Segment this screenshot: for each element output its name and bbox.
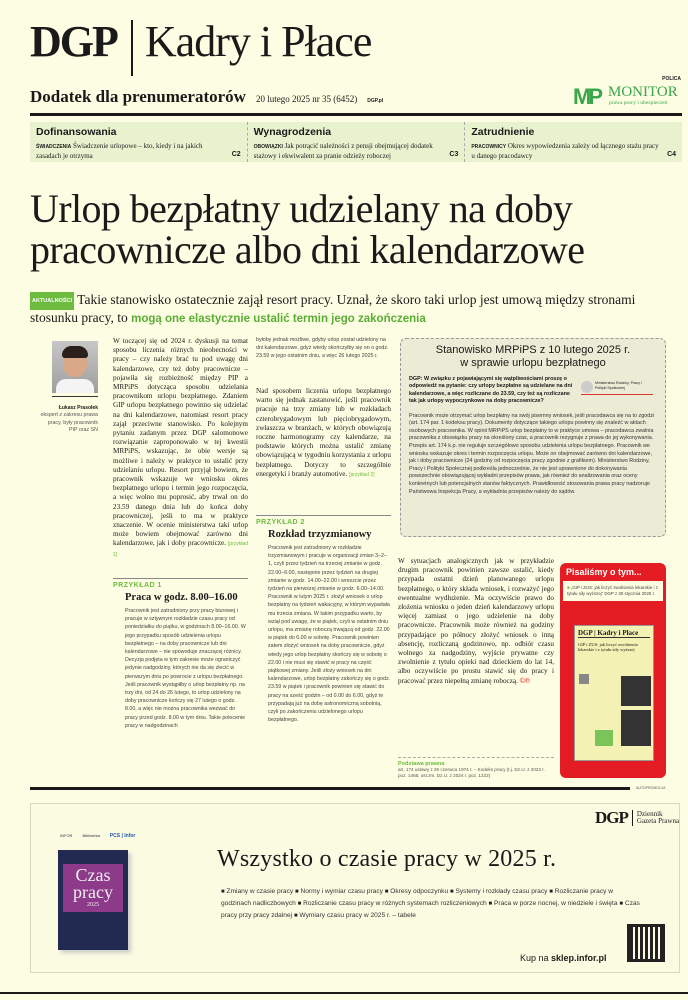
teaser-zatrudnienie[interactable]: [465, 122, 682, 162]
bullet-icon: ■: [567, 585, 571, 590]
book-publisher-logos: [60, 833, 135, 839]
bullet-icon: ■: [293, 913, 298, 919]
related-page-thumbnail[interactable]: [574, 625, 654, 761]
dgp-name-line-2: Gazeta Prawna: [636, 817, 680, 825]
teaser-kicker: PRACOWNICY: [471, 144, 507, 150]
statement-title: [409, 344, 657, 370]
statement-title-line-2: w sprawie urlopu bezpłatnego: [460, 357, 606, 369]
thumbnail-block: [621, 676, 651, 706]
topic-item: Czas pracy przy pracy zdalnej: [221, 900, 640, 919]
copyright-mark-icon: ©℗: [519, 677, 531, 685]
section-name: Kadry i Płace: [144, 17, 372, 66]
bullet-icon: ■: [449, 889, 454, 895]
related-article-text: „GIP i ZUS: jak liczyć zwolnienia lekarskie i z tytułu siły wyższej” DGP z 30 stycznia 2025 r.: [567, 585, 658, 596]
statement-title-line-1: Stanowisko MRPiPS z 10 lutego 2025 r.: [435, 344, 631, 356]
teaser-body: Jak potrącić należności z pensji obejmującej dodatek stażowy i ekwiwalent za pranie odzieży roboczej: [253, 142, 433, 160]
book-title-line-1: Czas: [75, 865, 111, 885]
bullet-icon: ■: [295, 889, 299, 895]
promo-headline: Wszystko o czasie pracy w 2025 r.: [217, 846, 557, 872]
issue-date: 20 lutego 2025 nr 35 (6452): [255, 94, 358, 104]
example-1-box: [113, 578, 248, 730]
ministry-statement-box: [400, 338, 666, 537]
topic-item: Rozliczanie pracy w godzinach nadliczbowych: [221, 888, 614, 907]
example-body: Pracownik jest zatrudniony w rozkładzie trzyzmianowym i pracuje w organizacji zmian 3–2–1, czyli przez tydzień na trzeciej zmianie w godz. 22.00–6.00, następnie przez tydzień na drugiej zmianie w godz. 14.00–22.00 i wreszcie przez tydzień na pierwszej zmianie w godz. 6.00–14.00. Pracownik w lutym 2025 r. złożył wniosek o urlop bezpłatny na tydzień wakacyjny, w którym wypadała mu trzecia zmiana. W takim przypadku warto, by wziął pod uwagę, że w piątek, czyli w ostatnim dniu urlopu, ma zmianę roboczą trwającą od godz. 22.00 w piątek do 6.00 w sobotę. Pracownik powinien zatem złożyć wniosek na doby pracownicze, gdyż wtedy jego urlop bezpłatny skończy się w sobotę o 22.00 i nie musi się stawić w pracy na część piątkowej zmiany. Jeśli złoży wniosek na dni kalendarzowe, urlop bezpłatny zakończy się o godz. 23.59 w piątek i pracownik powinien się stawić do pracy na sześć godzin – od 0.00 do 6.00, gdyż te przypadają już na dobę astronomiczną sobotnią, czyli po zakończeniu udzielonego urlopu bezpłatnego.: [268, 545, 391, 724]
mp-icon: MP: [573, 84, 600, 109]
teaser-dofinansowania[interactable]: [30, 122, 248, 162]
topic-item: Systemy i rozkłady czasu pracy: [455, 888, 548, 895]
book-year: 2025: [87, 902, 99, 908]
author-hair: [62, 346, 88, 358]
teaser-kicker: OBOWIĄZKI: [253, 144, 283, 150]
section-badge: AKTUALNOŚCI: [30, 292, 74, 310]
topic-item: Wymiary czasu pracy w 2025 r. – tabele: [299, 912, 416, 919]
book-cover[interactable]: [58, 850, 128, 950]
book-title-line-2: pracy: [73, 882, 113, 902]
teaser-body: Świadczenie urlopowe – kto, kiedy i na jakich zasadach je otrzyma: [36, 142, 203, 160]
legal-basis-heading: Podstawa prawna: [398, 761, 445, 767]
dgp-brand: DGP: [595, 808, 628, 827]
buy-link[interactable]: [520, 953, 607, 963]
promo-note: AUTOPROMOCJA: [636, 786, 666, 790]
book-title-panel: [63, 864, 123, 912]
masthead-divider: [131, 20, 133, 76]
teaser-text: [471, 142, 676, 161]
column-1-text: W toczącej się od 2024 r. dyskusji na temat sposobu liczenia różnych nieobecności w pracy – czy należy brać tu pod uwagę dni kalendarzowe, czy też doby pracownicze – pojawiła się rozbieżność między PIP a MRPiPS dotycząca sposobu udzielania pracownikom urlopu bezpłatnego. Zdaniem GIP urlopu bezpłatnego powinno się udzielać na dni kalendarzowe, natomiast resort pracy zajął przeciwne stanowisko. Po kolejnym pytaniu zadanym przez DGP salomonowe rozwiązanie zaproponowało w tej kwestii MRPiPS, wskazując, że obie wersje są możliwe i należy w praktyce to ustalić przy udzielaniu urlopu. Resort przyjął bowiem, że pracownik wskazuje we wniosku okres bezpłatnego urlopu i termin jego rozpoczęcia, a więc wolno mu poprosić, aby trwał on do 23.59 danego dnia lub do końca doby pracowniczej, jeśli to ma w praktyce znaczenie. W ocenie ministerstwa taki urlop może bowiem obejmować zarówno dni kalendarzowe, jak i doby pracownicze.: [113, 337, 248, 548]
site-link[interactable]: DGP.pl: [367, 98, 384, 104]
publisher-logo: INFOR: [60, 833, 73, 838]
qr-code-icon[interactable]: [627, 924, 665, 962]
bullet-icon: ■: [488, 901, 493, 907]
author-description: ekspert z zakresu prawa pracy, były pracownik PIP oraz SN: [40, 412, 98, 433]
topic-item: Normy i wymiar czasu pracy: [300, 888, 383, 895]
topic-item: Okresy odpoczynku: [390, 888, 449, 895]
supplement-subtitle: Dodatek dla prenumeratorów: [30, 87, 246, 106]
example-title: Praca w godz. 8.00–16.00: [125, 592, 238, 603]
partner-name: MONITOR: [608, 84, 678, 100]
partner-tagline: prawa pracy i ubezpieczeń: [609, 100, 668, 106]
author-divider: [52, 396, 98, 397]
example-body: Pracownik jest zatrudniony przy pracy biurowej i pracuje w sztywnym rozkładzie czasu pracy od poniedziałku do piątku, w godzinach 8.00–16.00. W jego przypadku sposób udzielenia urlopu bezpłatnego – na doby pracownicze lub dni kalendarzowe – nie spowoduje znaczącej różnicy. Decyzja podjęta w tym zakresie może ograniczyć jedynie nadgodziny, których nie da się zlecić w pierwszym dniu po powrocie z urlopu bezpłatnego. Jeśli pracownik wystąpiłby o urlop bezpłatny np. na trzy dni, od 24 do 26 lutego, to urlop udzielony na doby pracownicze kończy się 27 lutego o godz. 8.00, a więc nie można pracownika wezwać do pracy przed godz. 8.00 w tym dniu. Takie polecenie pracy w nadgodzinach: [125, 608, 246, 729]
author-body: [56, 379, 94, 393]
example-label: PRZYKŁAD 2: [256, 519, 305, 526]
article-column-2: [256, 387, 391, 480]
article-column-3: [398, 557, 554, 686]
teaser-kicker: ŚWIADCZENIA: [36, 144, 72, 150]
topic-item: Praca w porze nocnej, w niedziele i święta: [494, 900, 618, 907]
example-title: Rozkład trzyzmianowy: [268, 529, 372, 540]
lead-text: Takie stanowisko ostatecznie zajął resort pracy. Uznał, że skoro taki urlop jest umową między stronami stosunku pracy, to: [30, 292, 636, 325]
teaser-heading: Wynagrodzenia: [253, 126, 332, 138]
teaser-page: C4: [667, 151, 677, 158]
topic-item: Rozliczanie czasu pracy w różnych systemach rozliczeniowych: [303, 900, 487, 907]
publisher-logo: PCS | Infor: [109, 833, 136, 839]
teaser-body: Okres wypowiedzenia zależy od łącznego stażu pracy u danego pracodawcy: [471, 142, 659, 160]
related-articles-sidebar: [560, 563, 666, 778]
thumbnail-masthead: DGP | Kadry i Płace: [578, 629, 650, 638]
lead-highlight: mogą one elastycznie ustalić termin jego zakończenia: [131, 313, 426, 325]
buy-prefix: Kup na: [520, 953, 552, 963]
bullet-icon: ■: [549, 889, 553, 895]
article-lead: [30, 292, 680, 327]
dgp-name-line-1: Dziennik: [636, 810, 663, 818]
brand-logo: DGP: [30, 17, 117, 66]
shop-url[interactable]: sklep.infor.pl: [551, 953, 607, 963]
promo-topics: [221, 886, 641, 922]
teaser-page: C3: [449, 151, 459, 158]
dgp-fullname: [637, 811, 679, 825]
promo-divider: [30, 787, 630, 790]
topic-item: Zmiany w czasie pracy: [226, 888, 294, 895]
masthead-rule: [30, 113, 682, 116]
legal-basis: [398, 757, 554, 779]
teaser-wynagrodzenia[interactable]: [248, 122, 466, 162]
teaser-text: [254, 142, 459, 161]
column-2-text: Nad sposobem liczenia urlopu bezpłatnego warto się jednak zastanowić, jeśli pracownik pracuje na trzy zmiany lub w rozkładach czterobrygadowym lub pięciobrygadowym, zwłaszcza w branżach, w których obowiązują roczne harmonogramy czy kalendarze, na podstawie których można ustalić zmianę obowiązującą w tygodniu korzystania z urlopu bezpłatnego. Dotyczy to szczególnie energetyki i branży automotive.: [256, 387, 391, 478]
monitor-logo: [573, 76, 681, 108]
example-1-reference[interactable]: [przykład 1]: [113, 541, 249, 558]
example-2-reference[interactable]: [przykład 2]: [349, 471, 375, 478]
legal-basis-text: art. 174 ustawy z 26 czerwca 1974 r. – Kodeks pracy (t.j. Dz.U. z 2023 r. poz. 1465; ost.zm. Dz.U. z 2024 r. poz. 1222): [398, 767, 545, 778]
dgp-logo: [595, 808, 679, 828]
sidebar-title: Pisaliśmy o tym...: [566, 567, 642, 577]
article-column-1: [113, 337, 248, 560]
teaser-page: C2: [231, 151, 241, 158]
masthead-subline: [30, 87, 383, 107]
ministry-logo-text: Ministerstwo Rodziny, Pracy i Polityki Społecznej: [595, 381, 642, 390]
statement-question: DGP: W związku z pojawiającymi się wątpliwościami proszę o odpowiedź na pytanie: czy urlopy bezpłatne są udzielane na dni kalendarzowe, a więc rozliczane do 23.59, czy też są rozliczane tak jak urlopy wypoczynkowe na doby pracownicze?: [409, 376, 573, 405]
bullet-icon: ■: [384, 889, 389, 895]
teaser-heading: Zatrudnienie: [471, 126, 535, 138]
article-headline: Urlop bezpłatny udzielany na doby pracownicze albo dni kalendarzowe: [30, 186, 585, 272]
partner-top-label: POLICA: [662, 76, 681, 82]
column-3-text: W sytuacjach analogicznych jak w przykładzie drugim pracownik powinien zawsze ustalić, kiedy przypada ostatni dzień planowanego urlopu bezpłatnego, o który składa wniosek, i rozważyć jego ewentualne wydłużenie. Ma oczywiście prawo do złożenia wniosku o jeden dzień kalendarzowy urlopu więcej zamiast o jego udzielenie na doby pracownicze. Pracownik może również na godziny przypadające po północy złożyć wniosek o inną absencję, rozliczaną godzinowo, np. odbiór czasu wolnego za nadgodziny, wyjście prywatne czy zwolnienie z tytułu opieki nad dzieckiem do lat 14, albo oczywiście po prostu stawić się do pracy i pracować przez niepełną zmianę roboczą.: [398, 557, 554, 685]
bottom-rule: [0, 992, 688, 994]
example-2-box: [256, 515, 391, 724]
ministry-logo: [581, 381, 653, 395]
example-1-continued: byłoby jednak możliwe, gdyby urlop został udzielony na dni kalendarzowe, gdyż wtedy skończyłby się on o godz. 23.59 w jego ostatnim dniu, a więc 26 lutego 2025 r.: [256, 337, 389, 360]
masthead-title: [30, 14, 371, 70]
bullet-icon: ■: [297, 901, 302, 907]
teaser-bar: [30, 122, 682, 162]
statement-answer: Pracownik może otrzymać urlop bezpłatny na swój pisemny wniosek, jeśli pracodawca się na to zgodzi (art. 174 par. 1 kodeksu pracy). Dokumenty dotyczące takiego urlopu powinny się znaleźć w aktach osobowych pracownika. W opinii MRPiPS urlop bezpłatny to w praktyce umowa – pracodawca zwalnia pracownika z obowiązku pracy na określony czas, a pracownik rezygnuje z prawa do jej wykonywania. Przepis art. 174 k.p. nie reguluje szczegółowo sposobu udzielenia urlopu bezpłatnego. Pracownik we wniosku wskazuje okres i termin rozpoczęcia urlopu. Może on obejmować zarówno dni kalendarzowe, jak i doby pracownicze (24 godziny od rozpoczęcia pracy zgodnie z grafikiem). Ministerstwo Rodziny, Pracy i Polityki Społecznej podkreśla jednocześnie, że nie jest uprawnione do dokonywania powszechnie obowiązującej wykładni przepisów prawa, jak również do analizowania oraz oceny konkretnych lub potencjalnych stanów faktycznych. Prawidłowość stosowania prawa pracy nadzoruje Państwowa Inspekcja Pracy, a wykładnia przepisów należy do sądów.: [409, 412, 655, 495]
bullet-icon: ■: [619, 901, 623, 907]
logo-divider: [632, 810, 633, 826]
author-photo: [52, 341, 98, 393]
example-label: PRZYKŁAD 1: [113, 582, 162, 589]
teaser-text: [36, 142, 241, 161]
publisher-logo: Biblioteka: [82, 833, 100, 838]
thumbnail-block: [621, 710, 651, 746]
thumbnail-headline: GIP i ZUS: jak liczyć zwolnienia lekarskie i z tytułu siły wyższej: [578, 642, 638, 652]
eagle-emblem-icon: [581, 381, 593, 393]
teaser-heading: Dofinansowania: [36, 126, 117, 138]
related-article-link[interactable]: [563, 581, 663, 601]
thumbnail-green-box: [595, 730, 613, 746]
thumbnail-photo: [579, 674, 589, 684]
bullet-icon: ■: [221, 889, 225, 895]
author-name: Łukasz Prasołek: [58, 405, 98, 411]
